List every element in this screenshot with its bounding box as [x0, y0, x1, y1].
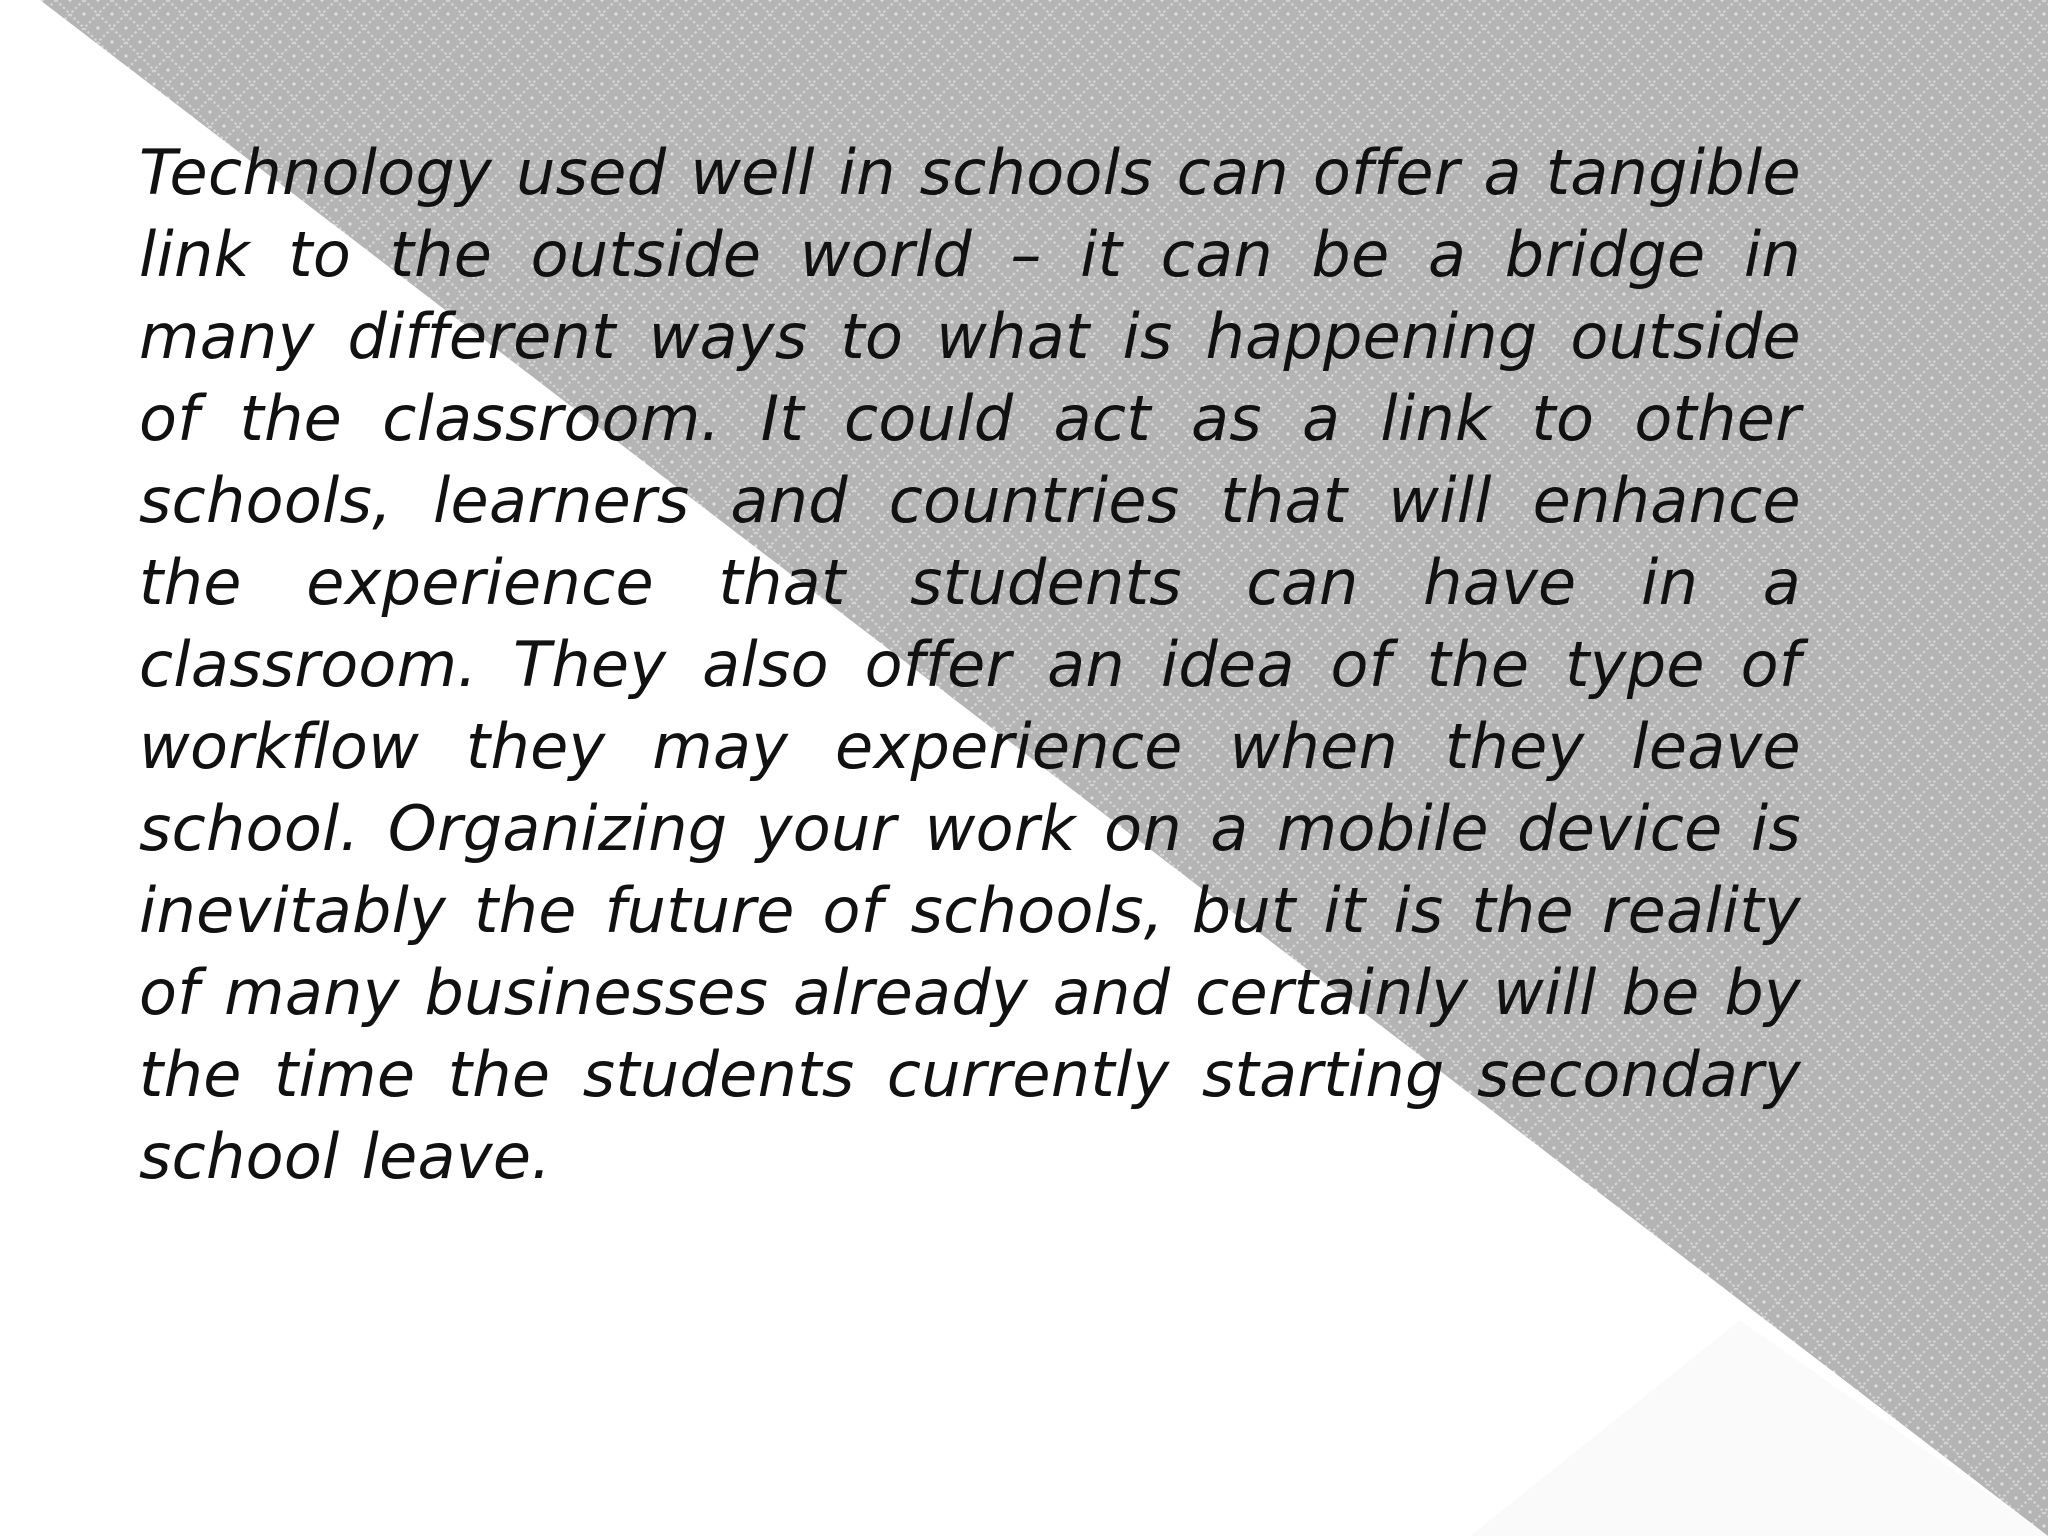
body-paragraph: Technology used well in schools can offer a tangible link to the outside world – it can be a bridge in many different ways to what is happening outside of the classroom. It could act as a link to other schools, learners and countries that will enhance the experience that students can have in a classroom. They also offer an idea of the type of workflow they may experience when they leave school. Organizing your work on a mobile device is inevitably the future of schools, but it is the reality of many businesses already and certainly will be by the time the students currently starting secondary school leave. — [139, 136, 1801, 1193]
